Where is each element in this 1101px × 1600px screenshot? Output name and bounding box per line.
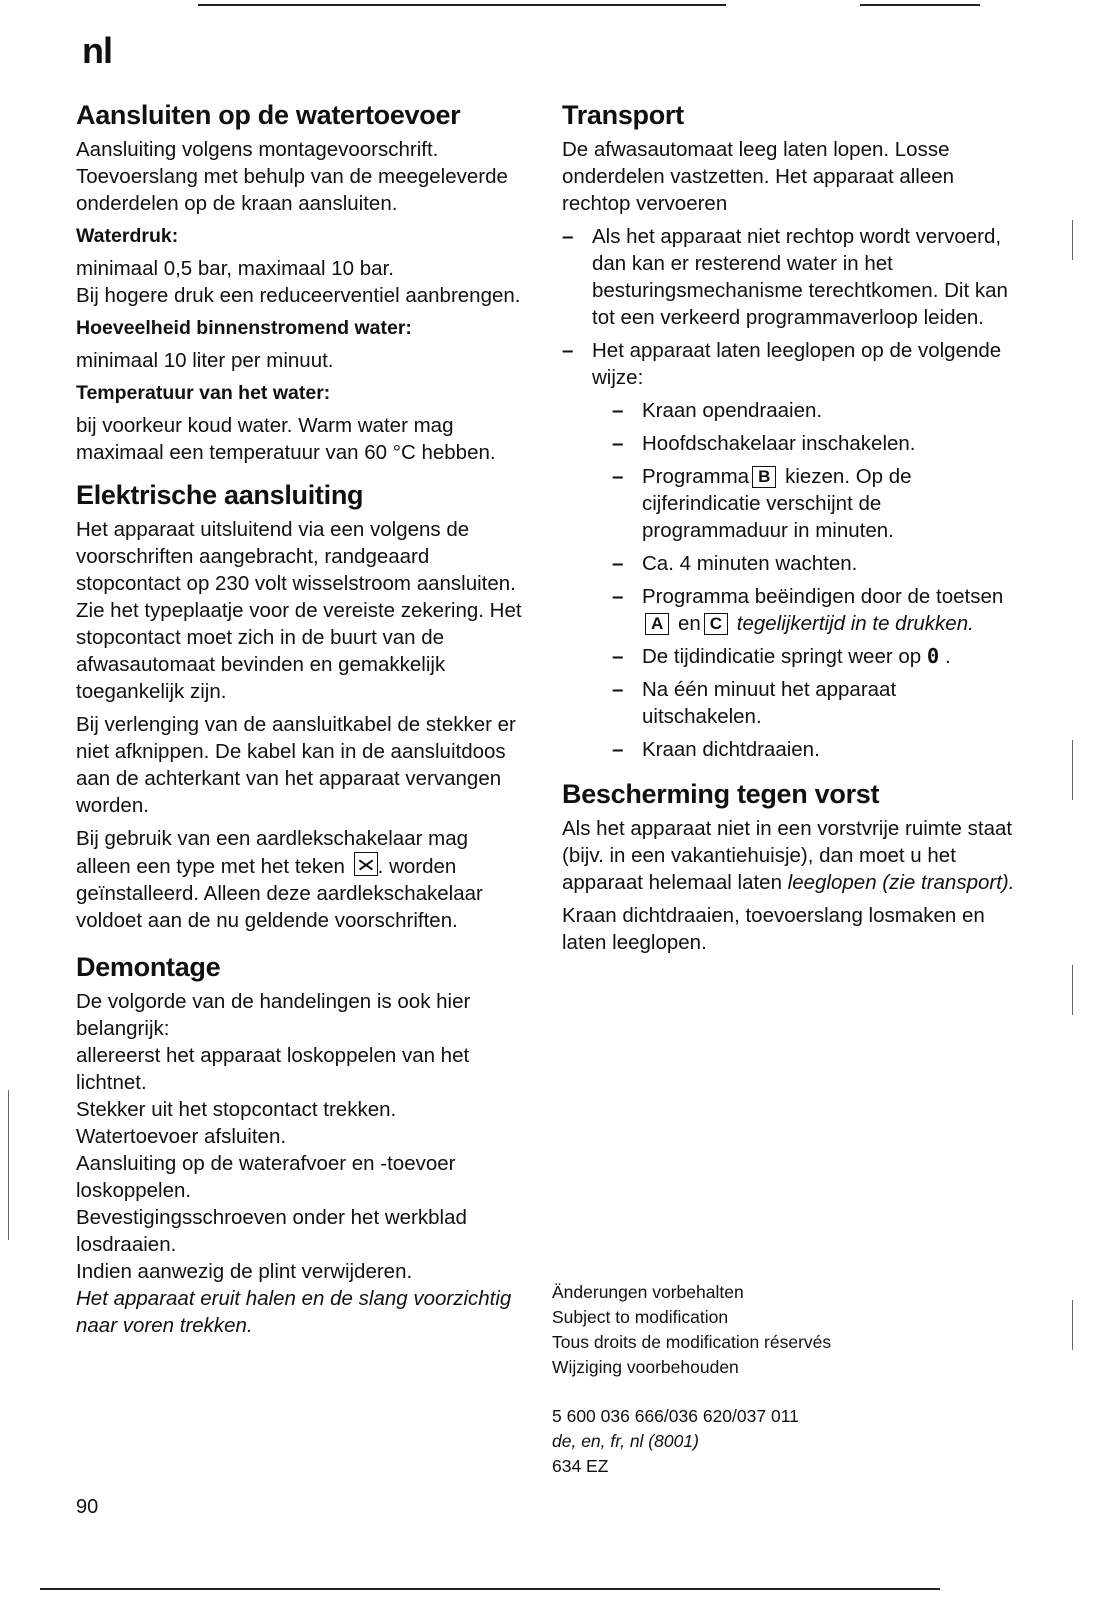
modification-notice [552,1280,912,1380]
transport-item-text: Als het apparaat niet rechtop wordt vervoerd, dan kan er resterend water in het besturingsmechanisme terechtkomen. Dit kan tot een verkeerd programmaverloop leiden. [592,225,1008,329]
dismantle-line: Watertoevoer afsluiten. [76,1125,287,1148]
transport-intro: De afwasautomaat leeg laten lopen. Losse onderdelen vastzetten. Het apparaat alleen rechtop vervoeren [562,138,955,215]
document-languages: de, en, fr, nl (8001) [552,1431,699,1451]
modification-line: Wijziging voorbehouden [552,1357,739,1377]
frost-paragraph-2: Kraan dichtdraaien, toevoerslang losmaken en laten leeglopen. [562,904,985,954]
transport-list [562,223,1017,391]
section-dismantle [76,950,526,1339]
heading-dismantle: Demontage [76,952,221,982]
heading-frost: Bescherming tegen vorst [562,779,880,809]
drain-step-text: Kraan opendraaien. [642,399,823,422]
drain-step-text: Kraan dichtdraaien. [642,738,820,761]
program-c-key-icon: C [704,613,728,635]
page-number: 90 [76,1496,99,1518]
bottom-border-line [40,1588,940,1590]
drain-step [612,583,1017,637]
right-column [562,98,1017,968]
frost-paragraph-1-text: Als het apparaat niet in een vorstvrije ruimte staat (bijv. in een vakantiehuisje), dan moet u het apparaat helemaal laten [562,817,1013,894]
frost-paragraph-1-italic: leeglopen (zie transport). [787,871,1015,894]
edge-mark [1072,220,1073,260]
drain-step [612,430,1017,457]
heading-electrical: Elektrische aansluiting [76,480,364,510]
label-water-pressure: Waterdruk: [76,225,179,247]
drain-step-text: kiezen. Op de cijferindicatie verschijnt de programmaduur in minuten. [642,465,912,542]
language-marker: nl [82,30,112,71]
drain-step [612,736,1017,763]
drain-step-text: Hoofdschakelaar inschakelen. [642,432,916,455]
water-pressure-note-text: Bij hogere druk een reduceerventiel aanbrengen. [76,284,521,307]
water-flow-text: minimaal 10 liter per minuut. [76,349,334,372]
section-transport [562,98,1017,763]
modification-line: Tous droits de modification réservés [552,1332,832,1352]
modification-line: Subject to modification [552,1307,729,1327]
document-edition: 634 EZ [552,1456,609,1476]
dismantle-line: De volgorde van de handelingen is ook hier belangrijk: [76,990,471,1040]
water-temperature-text: bij voorkeur koud water. Warm water mag maximaal een temperatuur van 60 °C hebben. [76,414,496,464]
water-pressure-range-text: minimaal 0,5 bar, maximaal 10 bar. [76,257,394,280]
water-pressure-note [76,282,526,309]
drain-step-text: Ca. 4 minuten wachten. [642,552,858,575]
edge-mark [8,1090,9,1240]
top-border-line-right [860,4,980,6]
document-number: 5 600 036 666/036 620/037 011 [552,1406,799,1426]
dismantle-line: Indien aanwezig de plint verwijderen. [76,1260,413,1283]
drain-steps-list [562,397,1017,763]
drain-step [612,550,1017,577]
water-pressure-range [76,255,526,282]
document-code [552,1404,912,1479]
transport-item-text: Het apparaat laten leeglopen op de volgende wijze: [592,339,1002,389]
heading-transport: Transport [562,100,684,130]
dismantle-line: Het apparaat eruit halen en de slang voorzichtig naar voren trekken. [76,1287,512,1337]
rcd-symbol-icon [354,852,378,876]
dismantle-line: Stekker uit het stopcontact trekken. [76,1098,397,1121]
drain-step [612,643,1017,670]
drain-step [612,676,1017,730]
transport-item [562,337,1017,391]
drain-step-text: en [677,612,701,635]
edge-mark [1072,740,1073,800]
drain-step [612,397,1017,424]
frost-paragraph-1 [562,815,1017,896]
electrical-paragraph-3 [76,825,526,934]
dismantle-line: allereerst het apparaat loskoppelen van het lichtnet. [76,1044,470,1094]
drain-step-text: Programma [642,465,750,488]
drain-step [612,463,1017,544]
dismantle-line: Bevestigingsschroeven onder het werkblad losdraaien. [76,1206,467,1256]
left-column [76,98,526,1351]
modification-line: Änderungen vorbehalten [552,1282,744,1302]
digit-display-icon: 0 [926,644,940,668]
electrical-paragraph-1: Het apparaat uitsluitend via een volgens de voorschriften aangebracht, randgeaard stopcontact op 230 volt wisselstroom aansluiten. Zie het typeplaatje voor de vereiste zekering. Het stopcontact moet zich in de buurt van de afwasautomaat bevinden en gemakkelijk toegankelijk zijn. [76,518,522,703]
drain-step-text: Na één minuut het apparaat uitschakelen. [642,678,897,728]
program-a-key-icon: A [645,613,669,635]
drain-step-text: De tijdindicatie springt weer op [642,645,922,668]
program-b-key-icon: B [752,466,776,488]
drain-step-text: Programma beëindigen door de toetsen [642,585,1004,608]
edge-mark [1072,1300,1073,1350]
electrical-paragraph-3-end: . worden geïnstalleerd. Alleen deze aardlekschakelaar voldoet aan de nu geldende voorschriften. [76,855,483,932]
heading-water-connection: Aansluiten op de watertoevoer [76,100,461,130]
drain-step-text: . [944,645,951,668]
transport-item [562,223,1017,331]
electrical-paragraph-2: Bij verlenging van de aansluitkabel de stekker er niet afknippen. De kabel kan in de aansluitdoos aan de achterkant van het apparaat vervangen worden. [76,713,516,817]
section-frost [562,777,1017,956]
label-water-flow: Hoeveelheid binnenstromend water: [76,317,412,339]
top-border-line [198,4,726,6]
water-intro: Aansluiting volgens montagevoorschrift. Toevoerslang met behulp van de meegeleverde onderdelen op de kraan aansluiten. [76,138,508,215]
section-water-connection [76,98,526,466]
label-water-temperature: Temperatuur van het water: [76,382,331,404]
dismantle-line: Aansluiting op de waterafvoer en -toevoer loskoppelen. [76,1152,456,1202]
electrical-paragraph-3-start: Bij gebruik van een aardlekschakelaar mag alleen een type met het teken [76,827,469,878]
drain-step-text: tegelijkertijd in te drukken. [736,612,974,635]
section-electrical [76,478,526,934]
edge-mark [1072,965,1073,1015]
